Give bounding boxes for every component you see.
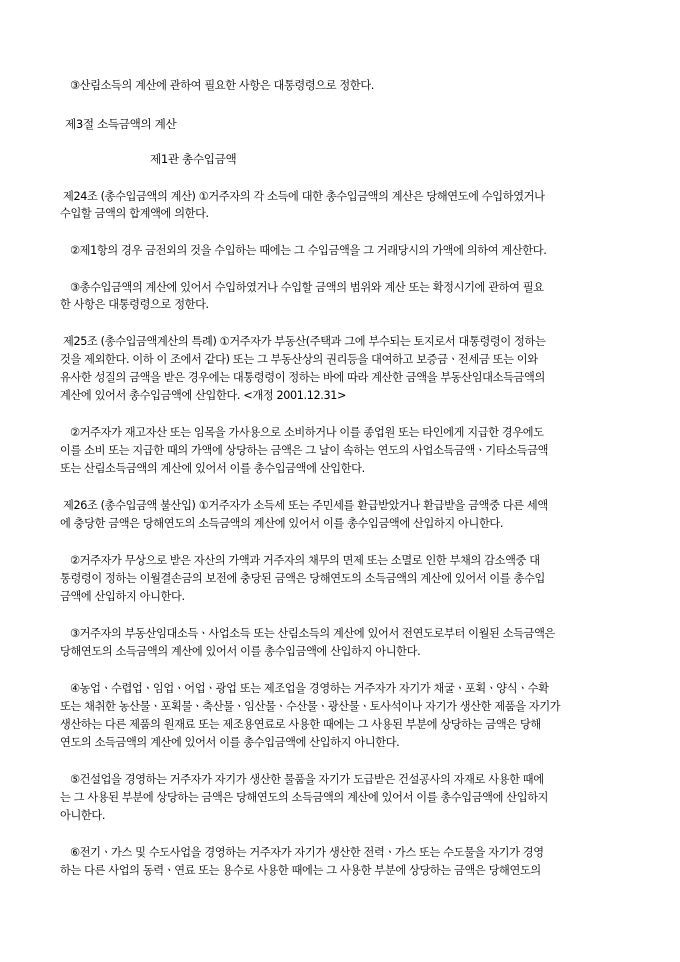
article-25-line: 유사한 성질의 금액을 받은 경우에는 대통령령이 정하는 바에 따라 계산한 금액을 부동산임대소득금액의: [60, 371, 545, 384]
article-25-line: 것을 제외한다. 이하 이 조에서 같다) 또는 그 부동산상의 권리등을 대여하고 보증금ㆍ전세금 또는 이와: [60, 353, 538, 366]
article-26-2-line: 금액에 산입하지 아니한다.: [60, 590, 185, 603]
article-26-2-line: ②거주자가 무상으로 받은 자산의 가액과 거주자의 채무의 면제 또는 소멸로 인한 부채의 감소액중 대: [70, 554, 540, 567]
article-26-4-line: ④농업ㆍ수렵업ㆍ임업ㆍ어업ㆍ광업 또는 제조업을 경영하는 거주자가 자기가 채굴ㆍ포획ㆍ양식ㆍ수확: [70, 682, 549, 695]
article-26-4-line: 또는 채취한 농산물ㆍ포획물ㆍ축산물ㆍ임산물ㆍ수산물ㆍ광산물ㆍ토사석이나 자기가 생산한 제품을 자기가: [60, 700, 561, 713]
article-26-2-line: 통령령이 정하는 이월결손금의 보전에 충당된 금액은 당해연도의 소득금액의 계산에 있어서 이를 총수입: [60, 572, 545, 585]
article-25-line: 계산에 있어서 총수입금액에 산입한다. <개정 2001.12.31>: [60, 389, 347, 402]
article-26-4-line: 생산하는 다른 제품의 원재료 또는 제조용연료로 사용한 때에는 그 사용된 부분에 상당하는 금액은 당해: [60, 718, 541, 731]
article-26-6-line: ⑥전기ㆍ가스 및 수도사업을 경영하는 거주자가 자기가 생산한 전력ㆍ가스 또는 수도물을 자기가 경영: [70, 846, 544, 859]
paragraph-line: ③산림소득의 계산에 관하여 필요한 사항은 대통령령으로 정한다.: [70, 79, 375, 92]
article-24-line: 수입할 금액의 합계액에 의한다.: [60, 207, 209, 220]
article-25-2-line: 또는 산림소득금액의 계산에 있어서 이를 총수입금액에 산입한다.: [60, 462, 365, 475]
article-24-2-line: ②제1항의 경우 금전외의 것을 수입하는 때에는 그 수입금액을 그 거래당시의 가액에 의하여 계산한다.: [70, 244, 547, 257]
article-26-line: 에 충당한 금액은 당해연도의 소득금액의 계산에 있어서 이를 총수입금액에 산입하지 아니한다.: [60, 517, 504, 530]
article-26-3-line: ③거주자의 부동산임대소득ㆍ사업소득 또는 산림소득의 계산에 있어서 전연도로부터 이월된 소득금액은: [70, 627, 555, 640]
article-26-5-line: 아니한다.: [60, 809, 106, 822]
article-24-line: 제24조 (총수입금액의 계산) ①거주자의 각 소득에 대한 총수입금액의 계산은 당해연도에 수입하였거나: [63, 190, 545, 203]
article-26-4-line: 연도의 소득금액의 계산에 있어서 이를 총수입금액에 산입하지 아니한다.: [60, 736, 400, 749]
article-26-5-line: 는 그 사용된 부분에 상당하는 금액은 당해연도의 소득금액의 계산에 있어서 이를 총수입금액에 산입하지: [60, 791, 549, 804]
article-26-6-line: 하는 다른 사업의 동력ㆍ연료 또는 용수로 사용한 때에는 그 사용한 부분에 상당하는 금액은 당해연도의: [60, 864, 541, 877]
article-25-line: 제25조 (총수입금액계산의 특례) ①거주자가 부동산(주택과 그에 부수되는 토지로서 대통령령이 정하는: [63, 335, 546, 348]
article-26-3-line: 당해연도의 소득금액의 계산에 있어서 이를 총수입금액에 산입하지 아니한다.: [60, 645, 421, 658]
article-26-line: 제26조 (총수입금액 불산입) ①거주자가 소득세 또는 주민세를 환급받았거나 환급받을 금액중 다른 세액: [63, 499, 548, 512]
section-heading: 제3절 소득금액의 계산: [65, 117, 177, 131]
article-24-3-line: 한 사항은 대통령령으로 정한다.: [60, 298, 209, 311]
article-26-5-line: ⑤건설업을 경영하는 거주자가 자기가 생산한 물품을 자기가 도급받은 건설공사의 자재로 사용한 때에: [70, 773, 544, 786]
article-25-2-line: ②거주자가 재고자산 또는 임목을 가사용으로 소비하거나 이를 종업원 또는 타인에게 지급한 경우에도: [70, 426, 544, 439]
article-25-2-line: 이를 소비 또는 지급한 때의 가액에 상당하는 금액은 그 날이 속하는 연도의 사업소득금액ㆍ기타소득금액: [60, 444, 549, 457]
article-24-3-line: ③총수입금액의 계산에 있어서 수입하였거나 수입할 금액의 범위와 계산 또는 확정시기에 관하여 필요: [70, 281, 544, 294]
subsection-heading: 제1관 총수입금액: [150, 152, 237, 166]
